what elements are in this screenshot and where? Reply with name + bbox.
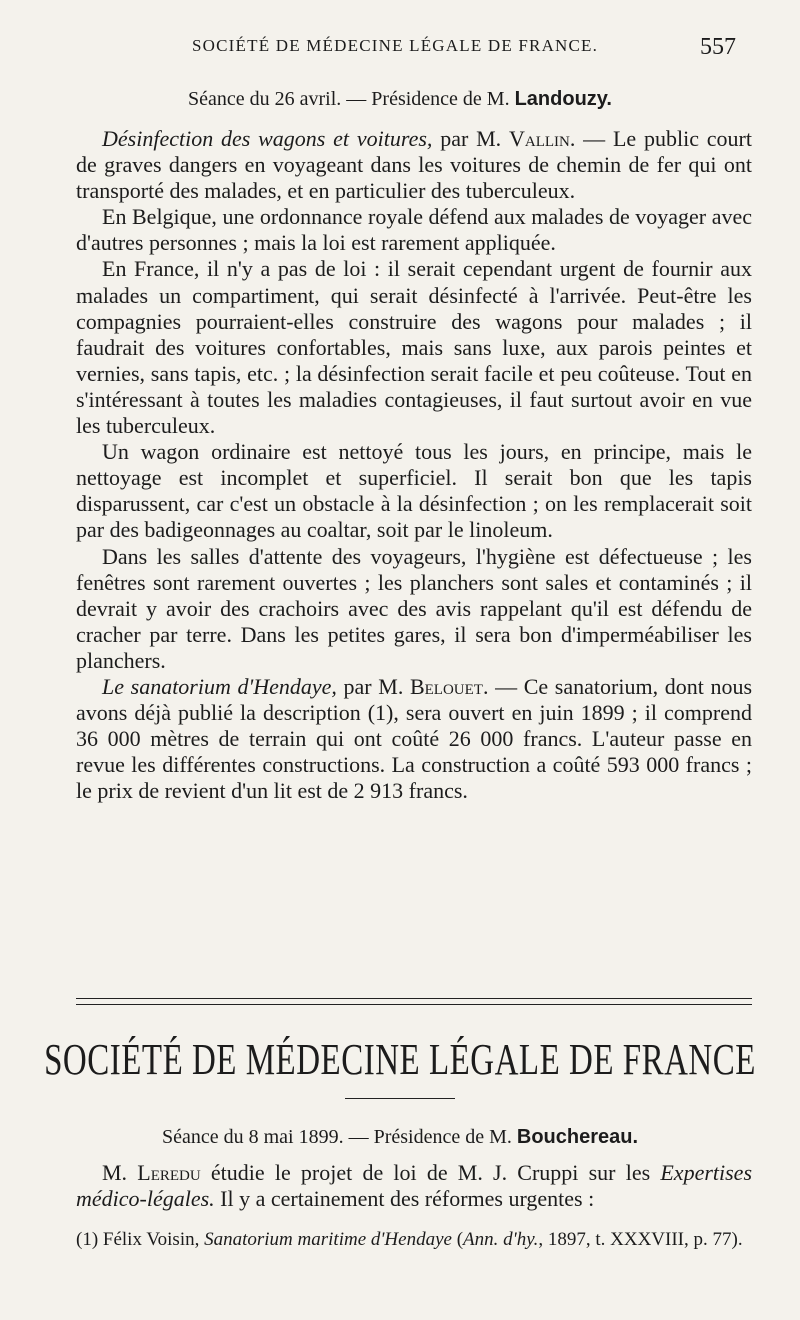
article-title: Désinfection des wagons et voitures, [102,126,433,151]
title-underline [345,1098,455,1099]
article-author: Vallin [509,126,570,151]
session-date: Séance du 8 mai 1899. — Présidence de M. [161,1126,512,1148]
footnote-journal: Ann. d'hy. [463,1229,539,1250]
article-title: Expertises médico-légales. [76,1160,753,1212]
section-title: SOCIÉTÉ DE MÉDECINE LÉGALE DE FRANCE [44,1036,756,1085]
page-number: 557 [700,34,736,60]
running-head [0,34,800,64]
paragraph: En Belgique, une ordonnance royale défend aux malades de voyager avec d'autres personnes ; mais la loi est rarement appliquée. [76,204,752,256]
article-body-bottom [76,1160,752,1212]
section-divider [76,998,752,1005]
session-president: Landouzy. [514,88,612,110]
paragraph: En France, il n'y a pas de loi : il serait cependant urgent de fournir aux malades un compartiment, qui serait désinfecté à l'arrivée. Peut-être les compagnies pourraient-elles construire des wagons pour malades ; il faudrait des voitures confortables, mais sans luxe, aux parois peintes et vernies, sans tapis, etc. ; la désinfection serait facile et peu coûteuse. Tout en s'intéressant à toutes les maladies contagieuses, il faut surtout avoir en vue les tuberculeux. [76,256,752,439]
paragraph: Le sanatorium d'Hendaye, par M. Belouet. — Ce sanatorium, dont nous avons déjà publié la description (1), sera ouvert en juin 1899 ; il comprend 36 000 mètres de terrain qui ont coûté 26 000 francs. L'auteur passe en revue les différentes constructions. La construction a coûté 593 000 francs ; le prix de revient d'un lit est de 2 913 francs. [76,673,753,804]
session-date: Séance du 26 avril. — Présidence de M. [188,88,510,110]
session-heading-may [0,1126,800,1149]
article-body-top [76,126,752,804]
paragraph: Désinfection des wagons et voitures, par M. Vallin. — Le public court de graves dangers en voyageant dans les voitures de chemin de fer qui ont transporté des malades, et en particulier des tuberculeux. [76,126,752,204]
paragraph: Dans les salles d'attente des voyageurs, l'hygiène est défectueuse ; les fenêtres sont rarement ouvertes ; les planchers sont sales et contaminés ; il devrait y avoir des crachoirs avec des avis rappelant qu'il est défendu de cracher par terre. Dans les petites gares, il sera bon d'imperméabiliser les planchers. [76,543,752,673]
article-title: Le sanatorium d'Hendaye, [102,673,337,699]
paragraph: M. Leredu étudie le projet de loi de M. J. Cruppi sur les Expertises médico-légales. Il y a certainement des réformes urgentes : [76,1160,753,1212]
footnote-title: Sanatorium maritime d'Hendaye [204,1229,452,1250]
session-heading-april [0,88,800,111]
article-author: Belouet [409,673,483,699]
session-president: Bouchereau. [516,1126,639,1148]
article-author: Leredu [137,1160,201,1185]
running-title: SOCIÉTÉ DE MÉDECINE LÉGALE DE FRANCE. [192,36,599,55]
footnote: (1) Félix Voisin, Sanatorium maritime d'Hendaye (Ann. d'hy., 1897, t. XXXVIII, p. 77). [76,1229,743,1250]
paragraph: Un wagon ordinaire est nettoyé tous les jours, en principe, mais le nettoyage est incomplet et superficiel. Il serait bon que les tapis disparussent, car c'est un obstacle à la désinfection ; on les remplacerait soit par des badigeonnages au coaltar, soit par le linoleum. [76,439,752,543]
